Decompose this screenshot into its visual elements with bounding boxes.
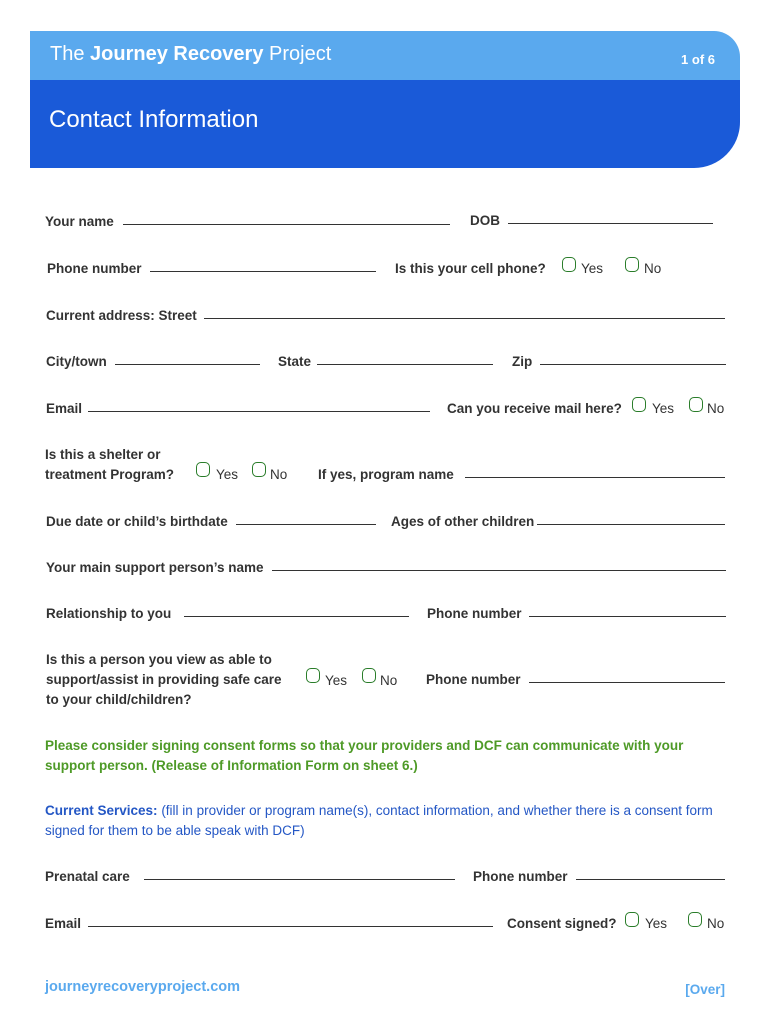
mail-question: Can you receive mail here? [447, 401, 622, 416]
prenatal-care-field[interactable] [144, 879, 455, 880]
consent-signed-label: Consent signed? [507, 916, 617, 931]
page-indicator: 1 of 6 [681, 52, 715, 67]
services-email-field[interactable] [88, 926, 493, 927]
safe-care-phone-field[interactable] [529, 682, 725, 683]
due-date-field[interactable] [236, 524, 376, 525]
cell-yes-checkbox[interactable] [562, 257, 576, 272]
consent-no-label: No [707, 916, 725, 931]
state-label: State [278, 354, 312, 369]
support-phone-label: Phone number [427, 606, 522, 621]
brand-title [50, 43, 331, 66]
email-field[interactable] [88, 411, 430, 412]
shelter-no-checkbox[interactable] [252, 462, 266, 477]
services-email-label: Email [45, 916, 82, 931]
current-services-text: (fill in provider or program name(s), contact information, and whether there is a consent form signed for them to be able speak with DCF) [45, 803, 713, 838]
state-field[interactable] [317, 364, 493, 365]
support-phone-field[interactable] [529, 616, 726, 617]
shelter-question-line1: Is this a shelter or [45, 447, 161, 462]
street-field[interactable] [204, 318, 725, 319]
email-label: Email [46, 401, 83, 416]
your-name-label: Your name [45, 214, 114, 229]
consent-note: Please consider signing consent forms so that your providers and DCF can communicate with your support person. (Release of Information Form on sheet 6.) [45, 738, 684, 773]
program-name-label: If yes, program name [318, 467, 454, 482]
zip-label: Zip [512, 354, 533, 369]
shelter-no-label: No [270, 467, 288, 482]
safe-care-question-line1: Is this a person you view as able to [46, 652, 272, 667]
safe-care-phone-label: Phone number [426, 672, 521, 687]
consent-no-checkbox[interactable] [688, 912, 702, 927]
safe-care-no-checkbox[interactable] [362, 668, 376, 683]
phone-number-label: Phone number [47, 261, 142, 276]
ages-children-label: Ages of other children [391, 514, 535, 529]
shelter-yes-checkbox[interactable] [196, 462, 210, 477]
street-label: Current address: Street [46, 308, 197, 323]
cell-no-label: No [644, 261, 662, 276]
safe-care-yes-checkbox[interactable] [306, 668, 320, 683]
zip-field[interactable] [540, 364, 726, 365]
city-label: City/town [46, 354, 107, 369]
current-services-note [45, 801, 735, 841]
shelter-question-line2: treatment Program? [45, 467, 175, 482]
shelter-yes-label: Yes [216, 467, 239, 482]
brand-prefix: The [50, 43, 85, 65]
brand-bold: Journey Recovery [90, 43, 264, 65]
phone-number-field[interactable] [150, 271, 376, 272]
consent-yes-label: Yes [645, 916, 668, 931]
relationship-field[interactable] [184, 616, 409, 617]
ages-children-field[interactable] [537, 524, 725, 525]
support-name-label: Your main support person’s name [46, 560, 264, 575]
safe-care-question-line2: support/assist in providing safe care [46, 672, 282, 687]
cell-yes-label: Yes [581, 261, 604, 276]
program-name-field[interactable] [465, 477, 725, 478]
footer-over-label: [Over] [685, 982, 725, 997]
page-title: Contact Information [49, 106, 259, 133]
your-name-field[interactable] [123, 224, 450, 225]
mail-no-checkbox[interactable] [689, 397, 703, 412]
due-date-label: Due date or child’s birthdate [46, 514, 228, 529]
prenatal-phone-field[interactable] [576, 879, 725, 880]
cell-no-checkbox[interactable] [625, 257, 639, 272]
safe-care-question-line3: to your child/children? [46, 692, 192, 707]
prenatal-care-label: Prenatal care [45, 869, 130, 884]
city-field[interactable] [115, 364, 260, 365]
mail-yes-checkbox[interactable] [632, 397, 646, 412]
dob-label: DOB [470, 213, 500, 228]
relationship-label: Relationship to you [46, 606, 172, 621]
cell-phone-question: Is this your cell phone? [395, 261, 546, 276]
mail-yes-label: Yes [652, 401, 675, 416]
footer-url-link[interactable]: journeyrecoveryproject.com [45, 979, 241, 995]
brand-suffix: Project [269, 43, 332, 65]
safe-care-no-label: No [380, 673, 398, 688]
mail-no-label: No [707, 401, 725, 416]
current-services-label: Current Services: [45, 803, 158, 818]
prenatal-phone-label: Phone number [473, 869, 568, 884]
safe-care-yes-label: Yes [325, 673, 348, 688]
consent-yes-checkbox[interactable] [625, 912, 639, 927]
dob-field[interactable] [508, 223, 713, 224]
support-name-field[interactable] [272, 570, 726, 571]
